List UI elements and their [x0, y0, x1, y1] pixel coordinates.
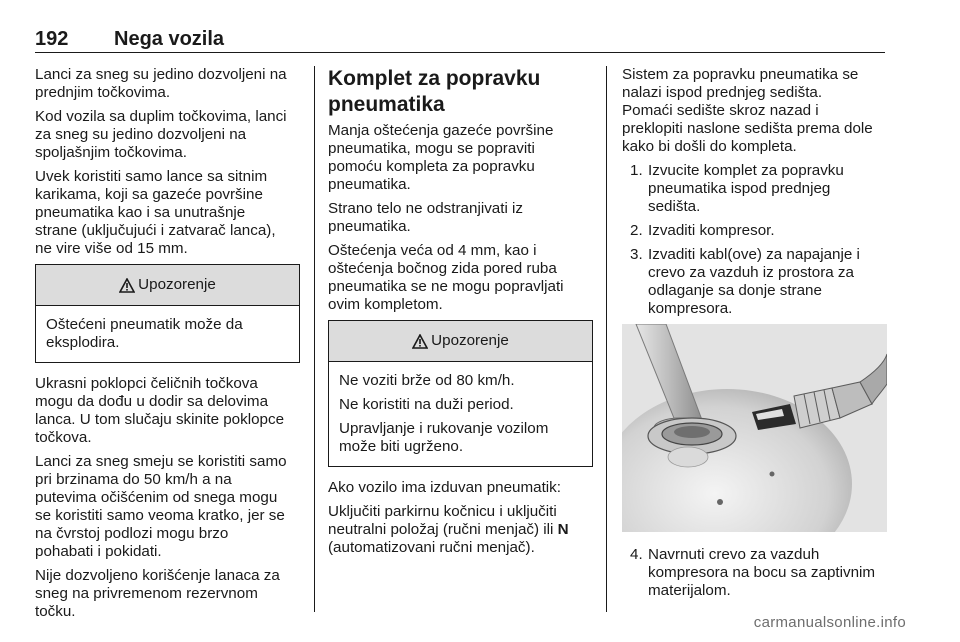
paragraph: Strano telo ne odstranjivati iz pneumatika. — [328, 200, 524, 235]
compressor-hose-illustration — [622, 324, 887, 532]
column-left — [35, 66, 300, 627]
page-number: 192 — [35, 28, 69, 50]
paragraph: Oštećenja veća od 4 mm, kao i oštećenja bočnog zida pored ruba pneumatika se ne mogu popravljati ovim kompletom. — [328, 242, 564, 313]
column-divider — [606, 66, 607, 612]
paragraph: Kod vozila sa duplim točkovima, lanci za sneg su jedino dozvoljeni na spoljašnjim točkovima. — [35, 108, 287, 161]
paragraph: Ukrasni poklopci čeličnih točkova mogu da dođu u dodir sa delovima lanca. U tom slučaju skinite poklopce točkova. — [35, 375, 285, 446]
warning-body — [329, 362, 592, 466]
warning-header — [329, 321, 592, 362]
warning-triangle-icon — [412, 334, 428, 349]
paragraph: Manja oštećenja gazeće površine pneumatika, mogu se popraviti pomoću kompleta za popravku pneumatika. — [328, 122, 554, 193]
steps-list — [622, 546, 892, 600]
warning-title: Upozorenje — [431, 332, 509, 349]
column-right — [622, 66, 892, 606]
column-middle — [328, 66, 593, 563]
paragraph: Sistem za popravku pneumatika se nalazi ispod prednjeg sedišta. Pomaći sedište skroz nazad i preklopiti naslone sedišta prema dole kako bi došli do kompleta. — [622, 66, 873, 155]
page-header — [35, 28, 885, 53]
warning-text: Upravljanje i rukovanje vozilom može biti ugrženo. — [339, 420, 549, 455]
paragraph: Lanci za sneg smeju se koristiti samo pri brzinama do 50 km/h a na putevima očišćenim od snega mogu se koristiti samo veoma kratko, jer se na čvrstoj podlozi mogu brzo pohabati i pokidati. — [35, 453, 287, 560]
warning-box — [328, 320, 593, 467]
page-title: Nega vozila — [114, 28, 225, 50]
list-item: 2. Izvaditi kompresor. — [630, 222, 775, 239]
warning-text: Oštećeni pneumatik može da eksplodira. — [46, 316, 243, 351]
list-item: 1. Izvucite komplet za popravku pneumatika ispod prednjeg sedišta. — [630, 162, 844, 215]
paragraph: Ako vozilo ima izduvan pneumatik: — [328, 479, 561, 496]
warning-body — [36, 306, 299, 362]
footer-watermark: carmanualsonline.info — [753, 614, 906, 631]
paragraph: Nije dozvoljeno korišćenje lanaca za sneg na privremenom rezervnom točku. — [35, 567, 280, 620]
list-item: 3. Izvaditi kabl(ove) za napajanje i crevo za vazduh iz prostora za odlaganje sa donje strane kompresora. — [630, 246, 860, 317]
section-title: Komplet za popravku pneumatika — [328, 67, 541, 116]
warning-triangle-icon — [119, 278, 135, 293]
list-item: 4. Navrnuti crevo za vazduh kompresora na bocu sa zaptivnim materijalom. — [630, 546, 876, 599]
column-divider — [314, 66, 315, 612]
paragraph: Uključiti parkirnu kočnicu i uključiti neutralni položaj (ručni menjač) ili N (automatizovani ručni menjač). — [328, 503, 569, 556]
warning-text: Ne voziti brže od 80 km/h. — [339, 372, 515, 389]
warning-box — [35, 264, 300, 363]
warning-header — [36, 265, 299, 306]
paragraph: Uvek koristiti samo lance sa sitnim karikama, koji sa gazeće površine pneumatika kao i sa unutrašnje strane (uključujući i zatvarač lanca), ne vire više od 15 mm. — [35, 168, 276, 257]
steps-list — [622, 162, 892, 318]
warning-text: Ne koristiti na duži period. — [339, 396, 514, 413]
gear-n-label: N — [557, 521, 569, 538]
warning-title: Upozorenje — [138, 276, 216, 293]
paragraph: Lanci za sneg su jedino dozvoljeni na prednjim točkovima. — [35, 66, 287, 101]
